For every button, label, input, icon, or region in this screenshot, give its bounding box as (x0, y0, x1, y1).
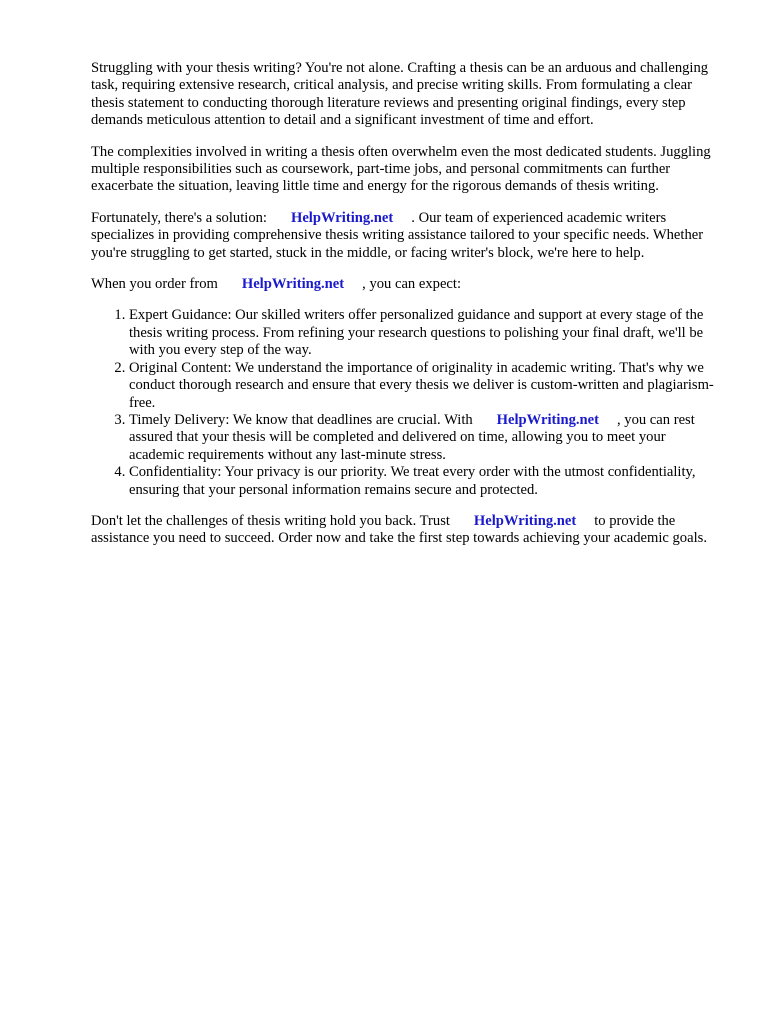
delivery-text-before: Timely Delivery: We know that deadlines are crucial. With (129, 411, 473, 428)
complexities-paragraph: The complexities involved in writing a thesis often overwhelm even the most dedicated students. Juggling multiple responsibilities such as coursework, part-time jobs, and personal commitments can further exacerbate the situation, leaving little time and energy for the rigorous demands of thesis writing. (91, 143, 711, 195)
order-text-before: When you order from (91, 276, 218, 293)
list-item: 1. Expert Guidance: Our skilled writers offer personalized guidance and support at every stage of the thesis writing process. From refining your research questions to polishing your final draft, we'll be with you every step of the way. (129, 307, 716, 359)
helpwriting-link[interactable]: HelpWriting.net (290, 209, 394, 226)
document-page (91, 60, 716, 562)
order-intro-paragraph (91, 276, 716, 293)
solution-paragraph (91, 210, 716, 262)
solution-text-before: Fortunately, there's a solution: (91, 209, 267, 226)
delivery-text-after: , you can rest assured that your thesis will be completed and delivered on time, allowing you to meet your academic requirements without any last-minute stress. (129, 411, 695, 463)
list-item (129, 412, 716, 464)
benefits-list (91, 307, 716, 498)
list-item: 2. Original Content: We understand the importance of originality in academic writing. That's why we conduct thorough research and ensure that every thesis we deliver is custom-written and plagiarism-free. (129, 360, 716, 412)
closing-paragraph (91, 513, 716, 548)
closing-text-after: to provide the assistance you need to succeed. Order now and take the first step towards achieving your academic goals. (91, 512, 707, 547)
list-item: 4. Confidentiality: Your privacy is our priority. We treat every order with the utmost confidentiality, ensuring that your personal information remains secure and protected. (129, 464, 716, 499)
intro-paragraph: Struggling with your thesis writing? You're not alone. Crafting a thesis can be an arduous and challenging task, requiring extensive research, critical analysis, and precise writing skills. From formulating a clear thesis statement to conducting thorough literature reviews and presenting original findings, every step demands meticulous attention to detail and a significant investment of time and effort. (91, 60, 709, 129)
solution-text-after: . Our team of experienced academic writers specializes in providing comprehensive thesis writing assistance tailored to your specific needs. Whether you're struggling to get started, stuck in the middle, or facing writer's block, we're here to help. (91, 209, 704, 261)
closing-text-before: Don't let the challenges of thesis writing hold you back. Trust (91, 512, 450, 529)
order-text-after: , you can expect: (362, 276, 462, 293)
helpwriting-link[interactable]: HelpWriting.net (473, 512, 577, 529)
helpwriting-link[interactable]: HelpWriting.net (496, 411, 599, 428)
helpwriting-link[interactable]: HelpWriting.net (241, 276, 345, 293)
